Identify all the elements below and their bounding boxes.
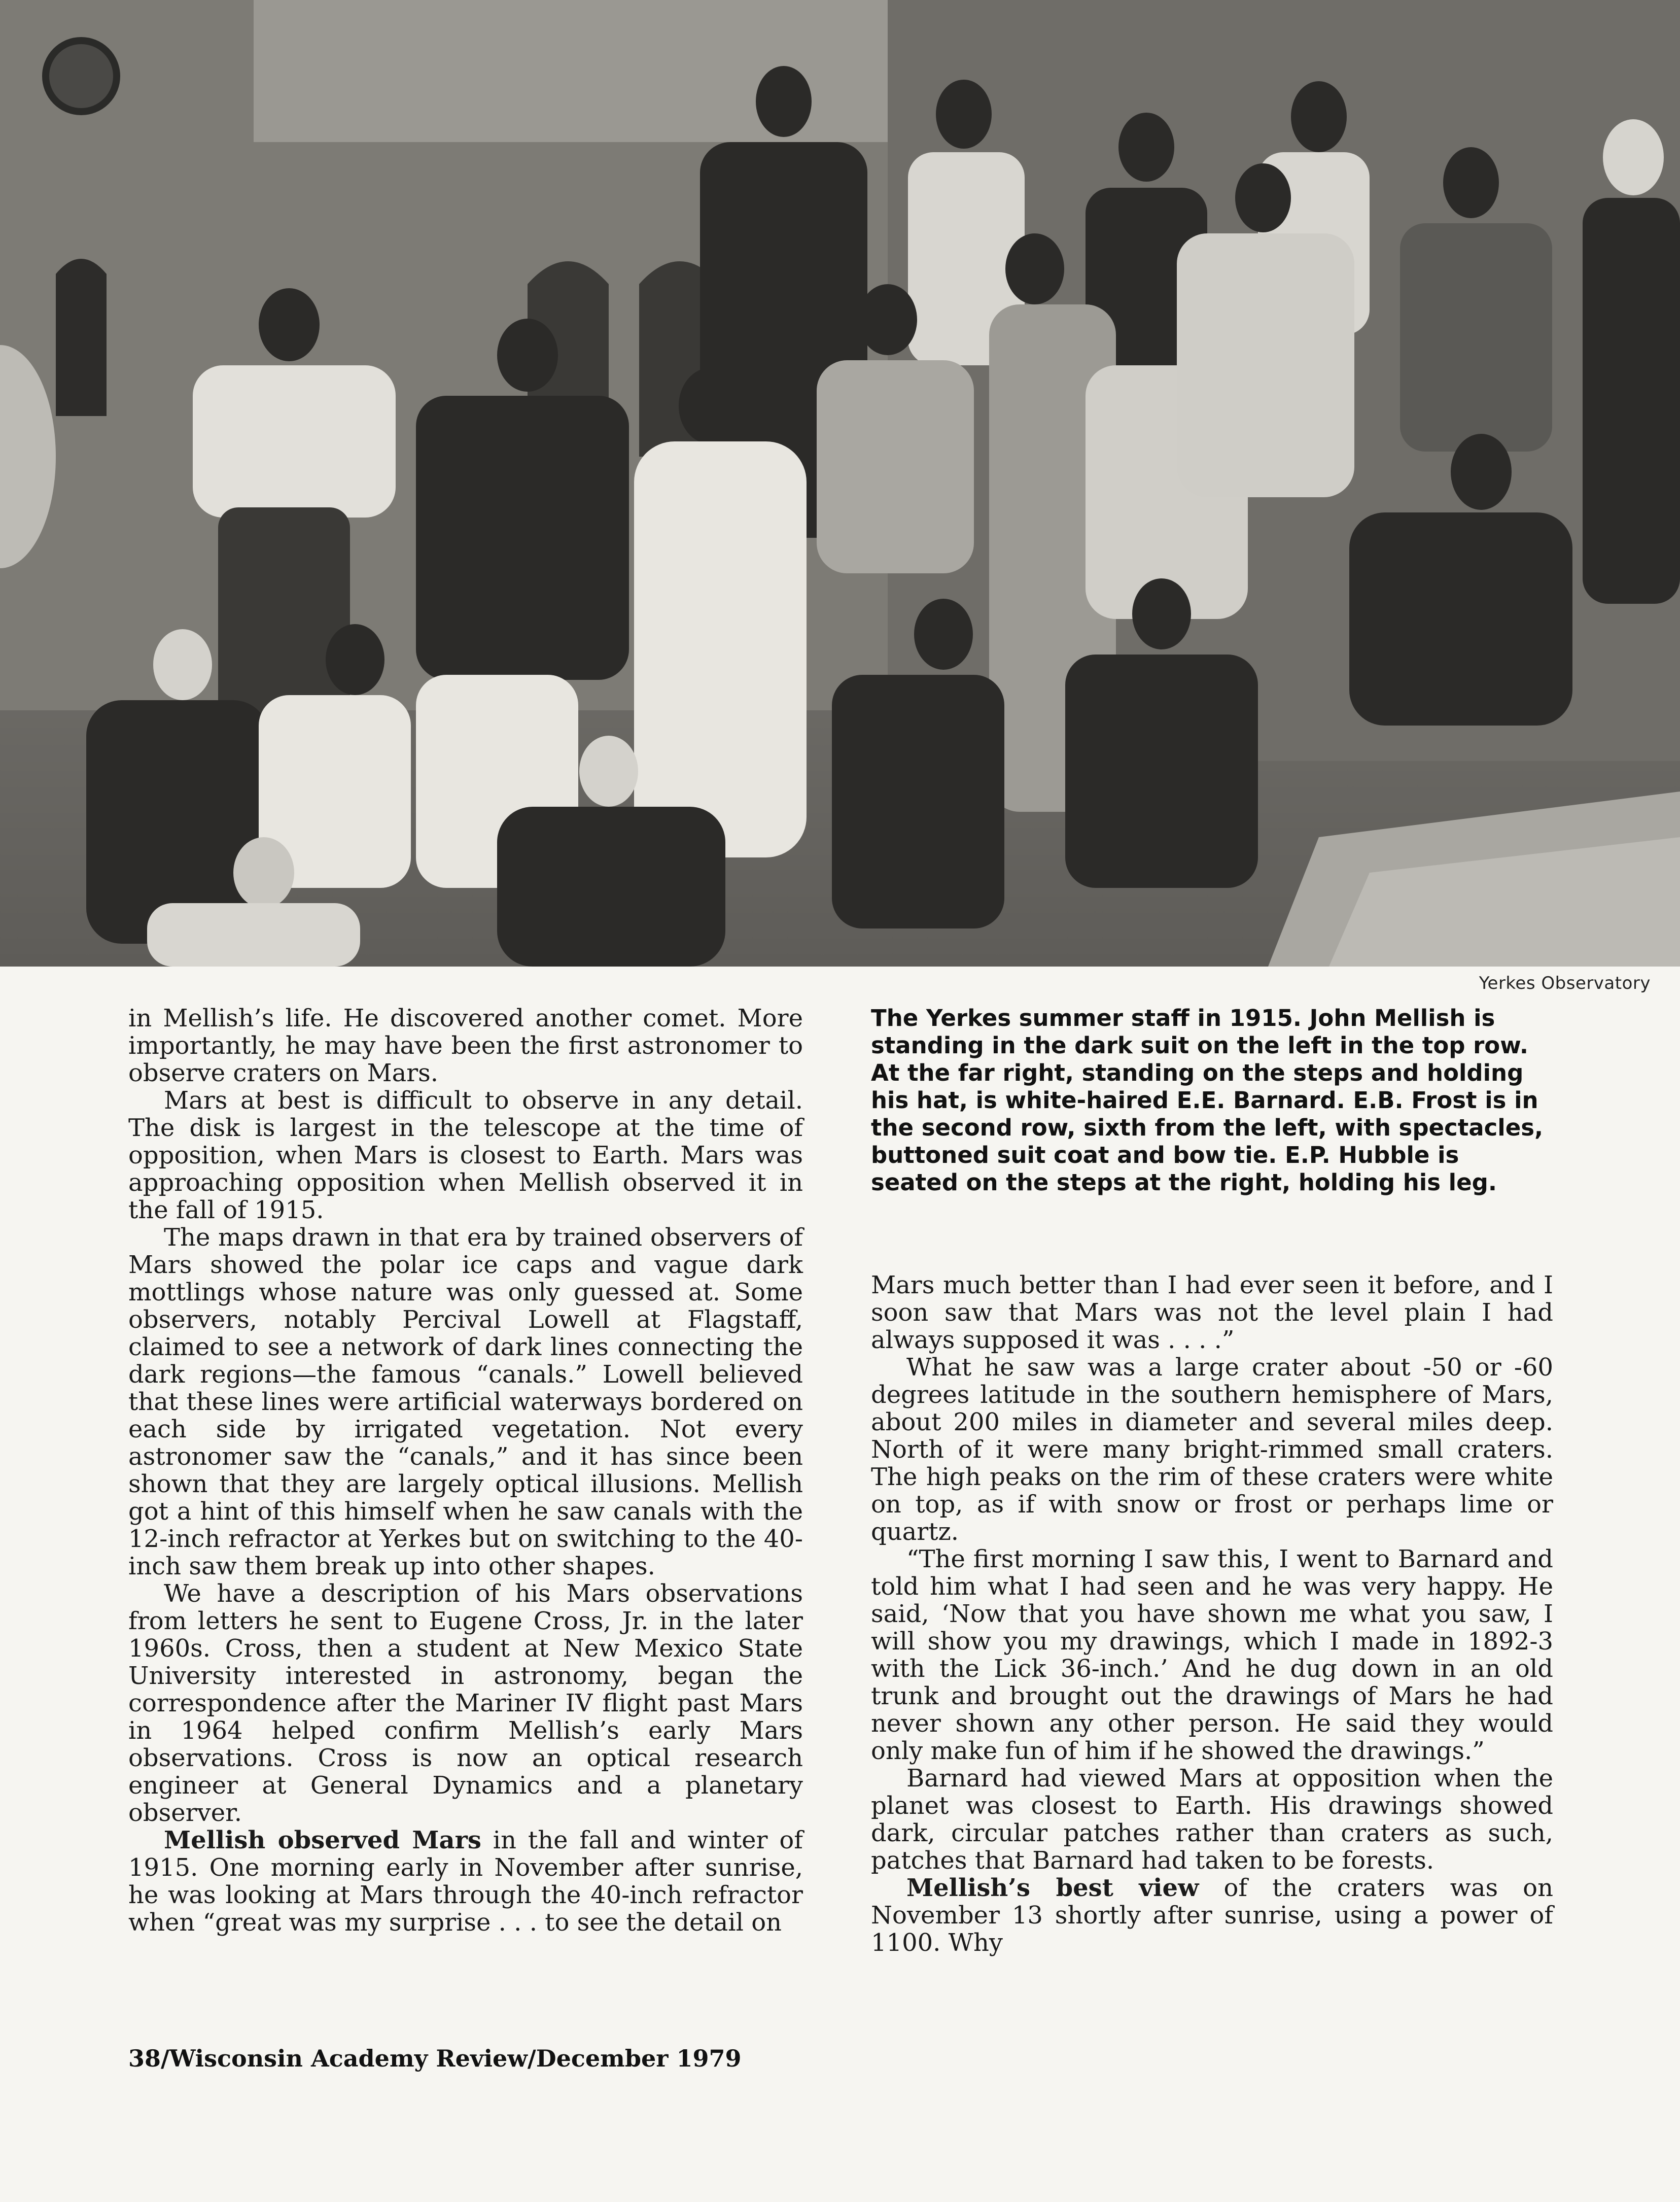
paragraph-text: in the fall and winter of 1915. One morning early in November after sunrise, he was looking at Mars through the 40-inch refractor when “great was my surprise . . . to see the detail on	[128, 1826, 803, 1937]
article-right-column	[871, 1271, 1553, 1956]
paragraph: in Mellish’s life. He discovered another comet. More importantly, he may have been the first astronomer to observe craters on Mars.	[128, 1004, 803, 1087]
paragraph: “The first morning I saw this, I went to Barnard and told him what I had seen and he was very happy. He said, ‘Now that you have shown me what you saw, I will show you my drawings, which I made in 1892-3 with the Lick 36-inch.’ And he dug down in an old trunk and brought out the drawings of Mars he had never shown any other person. He said they would only make fun of him if he showed the drawings.”	[871, 1545, 1553, 1765]
photo-caption	[871, 1005, 1553, 1196]
group-photo-icon	[0, 0, 1680, 967]
photo-credit: Yerkes Observatory	[1479, 973, 1651, 993]
article-left-column	[128, 1005, 803, 1936]
paragraph-text: of the craters was on November 13 shortly after sunrise, using a power of 1100. Why	[871, 1874, 1553, 1957]
group-photo	[0, 0, 1680, 967]
paragraph	[128, 1827, 803, 1936]
page-footer: 38/Wisconsin Academy Review/December 1979	[128, 2045, 742, 2072]
paragraph: Mars much better than I had ever seen it before, and I soon saw that Mars was not the level plain I had always supposed it was . . . .”	[871, 1271, 1553, 1354]
paragraph: What he saw was a large crater about -50 or -60 degrees latitude in the southern hemisphere of Mars, about 200 miles in diameter and several miles deep. North of it were many bright-rimmed small craters. The high peaks on the rim of these craters were white on top, as if with snow or frost or perhaps lime or quartz.	[871, 1353, 1553, 1546]
run-in-heading: Mellish’s best view	[906, 1874, 1199, 1902]
paragraph	[871, 1874, 1553, 1956]
paragraph: Mars at best is difficult to observe in any detail. The disk is largest in the telescope at the time of opposition, when Mars is closest to Earth. Mars was approaching opposition when Mellish observed it in the fall of 1915.	[128, 1086, 803, 1224]
caption-text: The Yerkes summer staff in 1915. John Mellish is standing in the dark suit on the left in the top row. At the far right, standing on the steps and holding his hat, is white-haired E.E. Barnard. E.B. Frost is in the second row, sixth from the left, with spectacles, buttoned suit coat and bow tie. E.P. Hubble is seated on the steps at the right, holding his leg.	[871, 1005, 1544, 1196]
paragraph: The maps drawn in that era by trained observers of Mars showed the polar ice caps and vague dark mottlings whose nature was only guessed at. Some observers, notably Percival Lowell at Flagstaff, claimed to see a network of dark lines connecting the dark regions—the famous “canals.” Lowell believed that these lines were artificial waterways bordered on each side by irrigated vegetation. Not every astronomer saw the “canals,” and it has since been shown that they are largely optical illusions. Mellish got a hint of this himself when he saw canals with the 12-inch refractor at Yerkes but on switching to the 40-inch saw them break up into other shapes.	[128, 1223, 803, 1580]
paragraph: Barnard had viewed Mars at opposition when the planet was closest to Earth. His drawings showed dark, circular patches rather than craters as such, patches that Barnard had taken to be forests.	[871, 1764, 1553, 1875]
paragraph: We have a description of his Mars observations from letters he sent to Eugene Cross, Jr. in the later 1960s. Cross, then a student at New Mexico State University interested in astronomy, began the correspondence after the Mariner IV flight past Mars in 1964 helped confirm Mellish’s early Mars observations. Cross is now an optical research engineer at General Dynamics and a planetary observer.	[128, 1579, 803, 1827]
run-in-heading: Mellish observed Mars	[164, 1826, 481, 1854]
